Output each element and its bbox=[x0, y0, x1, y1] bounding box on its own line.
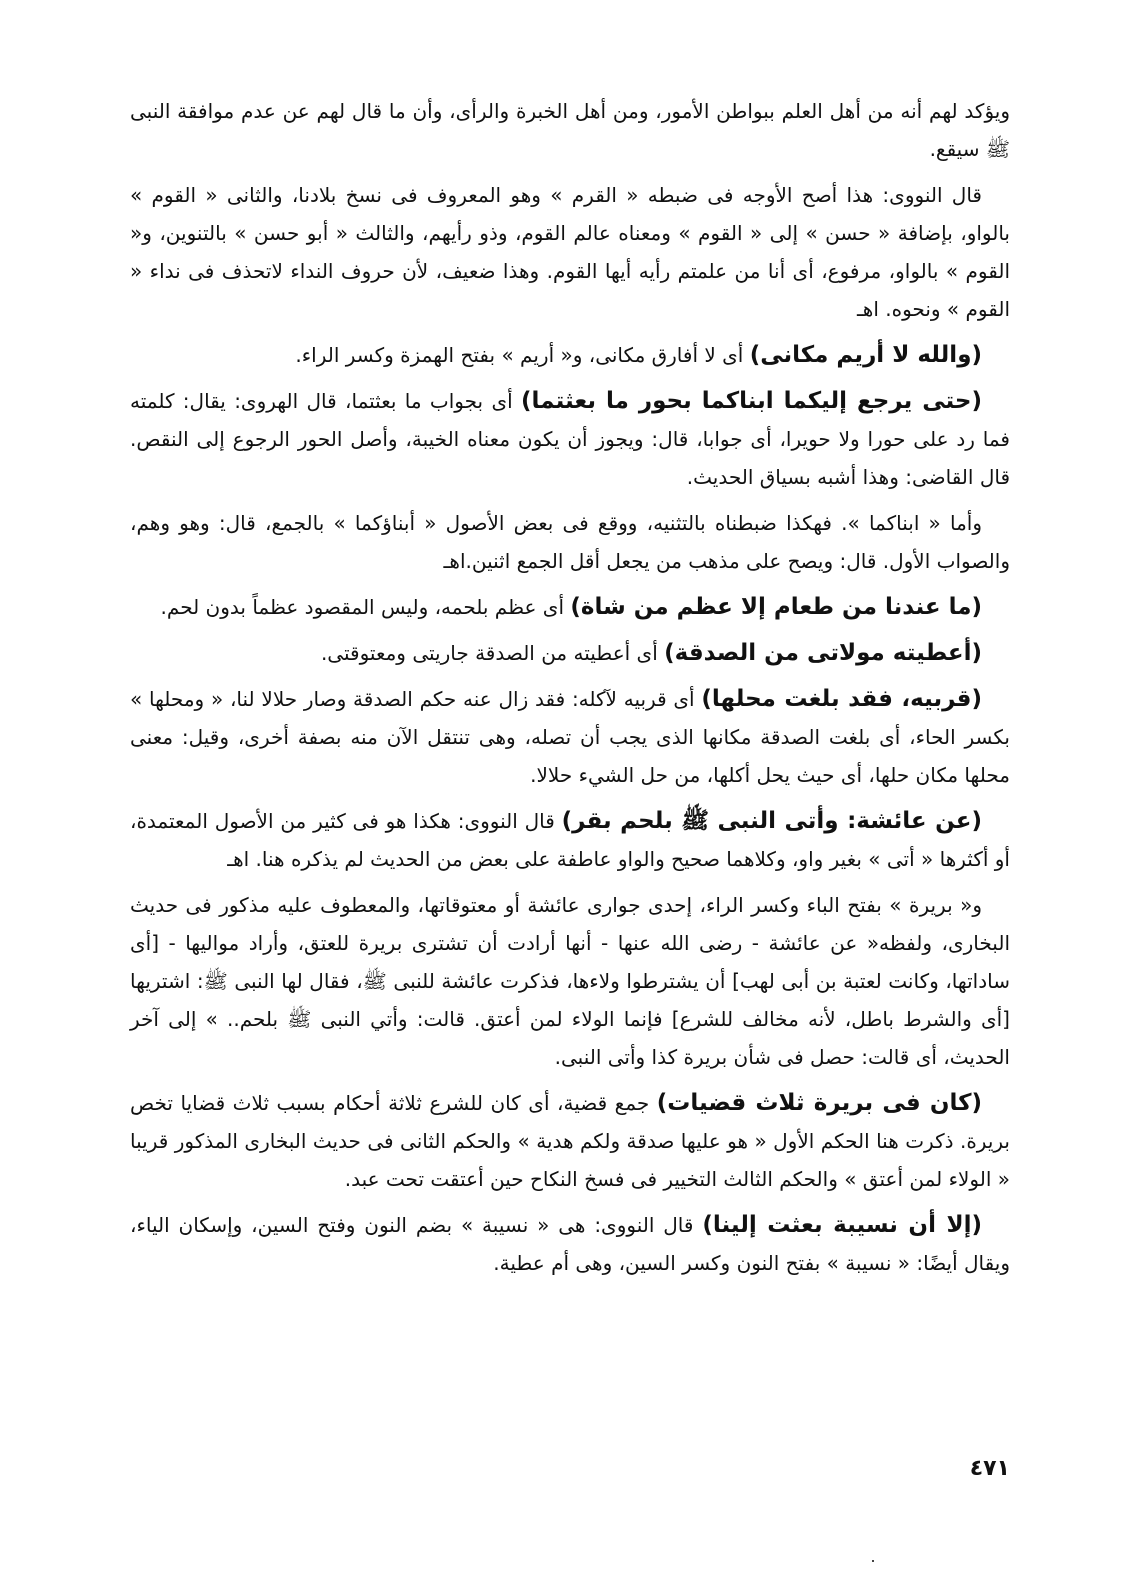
paragraph-text: أى لا أفارق مكانى، و« أريم » بفتح الهمزة وكسر الراء. bbox=[295, 343, 750, 367]
paragraph-12 bbox=[130, 1206, 1010, 1282]
paragraph-heading: (أعطيته مولاتى من الصدقة) bbox=[664, 640, 982, 666]
paragraph-text: وأما « ابناكما ». فهكذا ضبطناه بالتثنيه، ووقع فى بعض الأصول « أبناؤكما » بالجمع، قال: وهو وهم، والصواب الأول. قال: ويصح على مذهب من يجعل أقل الجمع اثنين.اهـ bbox=[130, 511, 1010, 573]
paragraph-heading: (ما عندنا من طعام إلا عظم من شاة) bbox=[570, 594, 982, 620]
paragraph-8 bbox=[130, 680, 1010, 794]
scan-speck bbox=[872, 1560, 874, 1562]
paragraph-heading: (كان فى بريرة ثلاث قضيات) bbox=[656, 1090, 983, 1116]
paragraph-heading: (حتى يرجع إليكما ابناكما بحور ما بعثتما) bbox=[521, 388, 982, 414]
paragraph-text: أى عظم بلحمه، وليس المقصود عظماً بدون لحم. bbox=[160, 595, 571, 619]
paragraph-text: جمع قضية، أى كان للشرع ثلاثة أحكام بسبب ثلاث قضايا تخص بريرة. ذكرت هنا الحكم الأول « هو عليها صدقة ولكم هدية » والحكم الثانى فى حديث البخارى المذكور قريبا « الولاء لمن أعتق » والحكم الثالث التخيير فى فسخ النكاح حين أعتقت تحت عبد. bbox=[130, 1091, 1010, 1191]
page-number: ٤٧١ bbox=[969, 1456, 1010, 1481]
paragraph-text: ويؤكد لهم أنه من أهل العلم ببواطن الأمور، ومن أهل الخبرة والرأى، وأن ما قال لهم عن عدم موافقة النبى ﷺ سيقع. bbox=[130, 99, 1010, 161]
paragraph-text: قال النووى: هكذا هو فى كثير من الأصول المعتمدة، أو أكثرها « أتى » بغير واو، وكلاهما صحيح والواو عاطفة على بعض من الحديث لم يذكره هنا. اهـ bbox=[130, 809, 1010, 871]
paragraph-heading: (قربيه، فقد بلغت محلها) bbox=[701, 686, 982, 712]
paragraph-2 bbox=[130, 176, 1010, 328]
paragraph-6 bbox=[130, 588, 1010, 626]
paragraph-heading: (عن عائشة: وأتى النبى ﷺ بلحم بقر) bbox=[561, 808, 982, 834]
paragraph-text: قال النووى: هذا أصح الأوجه فى ضبطه « القرم » وهو المعروف فى نسخ بلادنا، والثانى « القوم » بالواو، بإضافة « حسن » إلى « القوم » ومعناه عالم القوم، وذو رأيهم، والثالث « أبو حسن » بالتنوين، و« القوم » بالواو، مرفوع، أى أنا من علمتم رأيه أيها القوم. وهذا ضعيف، لأن حروف النداء لاتحذف فى نداء « القوم » ونحوه. اهـ bbox=[130, 183, 1010, 321]
paragraph-text: أى بجواب ما بعثتما، قال الهروى: يقال: كلمته فما رد على حورا ولا حويرا، أى جوابا، قال: ويجوز أن يكون معناه الخيبة، وأصل الحور الرجوع إلى النقص. قال القاضى: وهذا أشبه بسياق الحديث. bbox=[130, 389, 1010, 489]
paragraph-heading: (والله لا أريم مكانى) bbox=[749, 342, 982, 368]
paragraph-heading: (إلا أن نسيبة بعثت إلينا) bbox=[702, 1212, 982, 1238]
paragraph-10 bbox=[130, 886, 1010, 1076]
paragraph-text: أى قربيه لآكله: فقد زال عنه حكم الصدقة وصار حلالا لنا، « ومحلها » بكسر الحاء، أى بلغت الصدقة مكانها الذى يجب أن تصله، وهى تنتقل الآن منه بصفة أخرى، وقيل: معنى محلها مكان حلها، أى حيث يحل أكلها، من حل الشيء حلالا. bbox=[130, 687, 1010, 787]
paragraph-7 bbox=[130, 634, 1010, 672]
paragraph-text: و« بريرة » بفتح الباء وكسر الراء، إحدى جوارى عائشة أو معتوقاتها، والمعطوف عليه مذكور فى حديث البخارى، ولفظه« عن عائشة - رضى الله عنها - أنها أرادت أن تشترى بريرة للعتق، وأراد مواليها - [أى ساداتها، وكانت لعتبة بن أبى لهب] أن يشترطوا ولاءها، فذكرت عائشة للنبى ﷺ، فقال لها النبى ﷺ: اشتريها [أى والشرط باطل، لأنه مخالف للشرع] فإنما الولاء لمن أعتق. قالت: وأتي النبى ﷺ بلحم.. » إلى آخر الحديث، أى قالت: حصل فى شأن بريرة كذا وأتى النبى. bbox=[130, 893, 1010, 1069]
paragraph-9 bbox=[130, 802, 1010, 878]
paragraph-3 bbox=[130, 336, 1010, 374]
paragraph-text: قال النووى: هى « نسيبة » بضم النون وفتح السين، وإسكان الياء، ويقال أيضًا: « نسيبة » بفتح النون وكسر السين، وهى أم عطية. bbox=[130, 1213, 1010, 1275]
paragraph-11 bbox=[130, 1084, 1010, 1198]
paragraph-1 bbox=[130, 92, 1010, 168]
paragraph-text: أى أعطيته من الصدقة جاريتى ومعتوقتى. bbox=[320, 641, 665, 665]
paragraph-5 bbox=[130, 504, 1010, 580]
paragraph-4 bbox=[130, 382, 1010, 496]
